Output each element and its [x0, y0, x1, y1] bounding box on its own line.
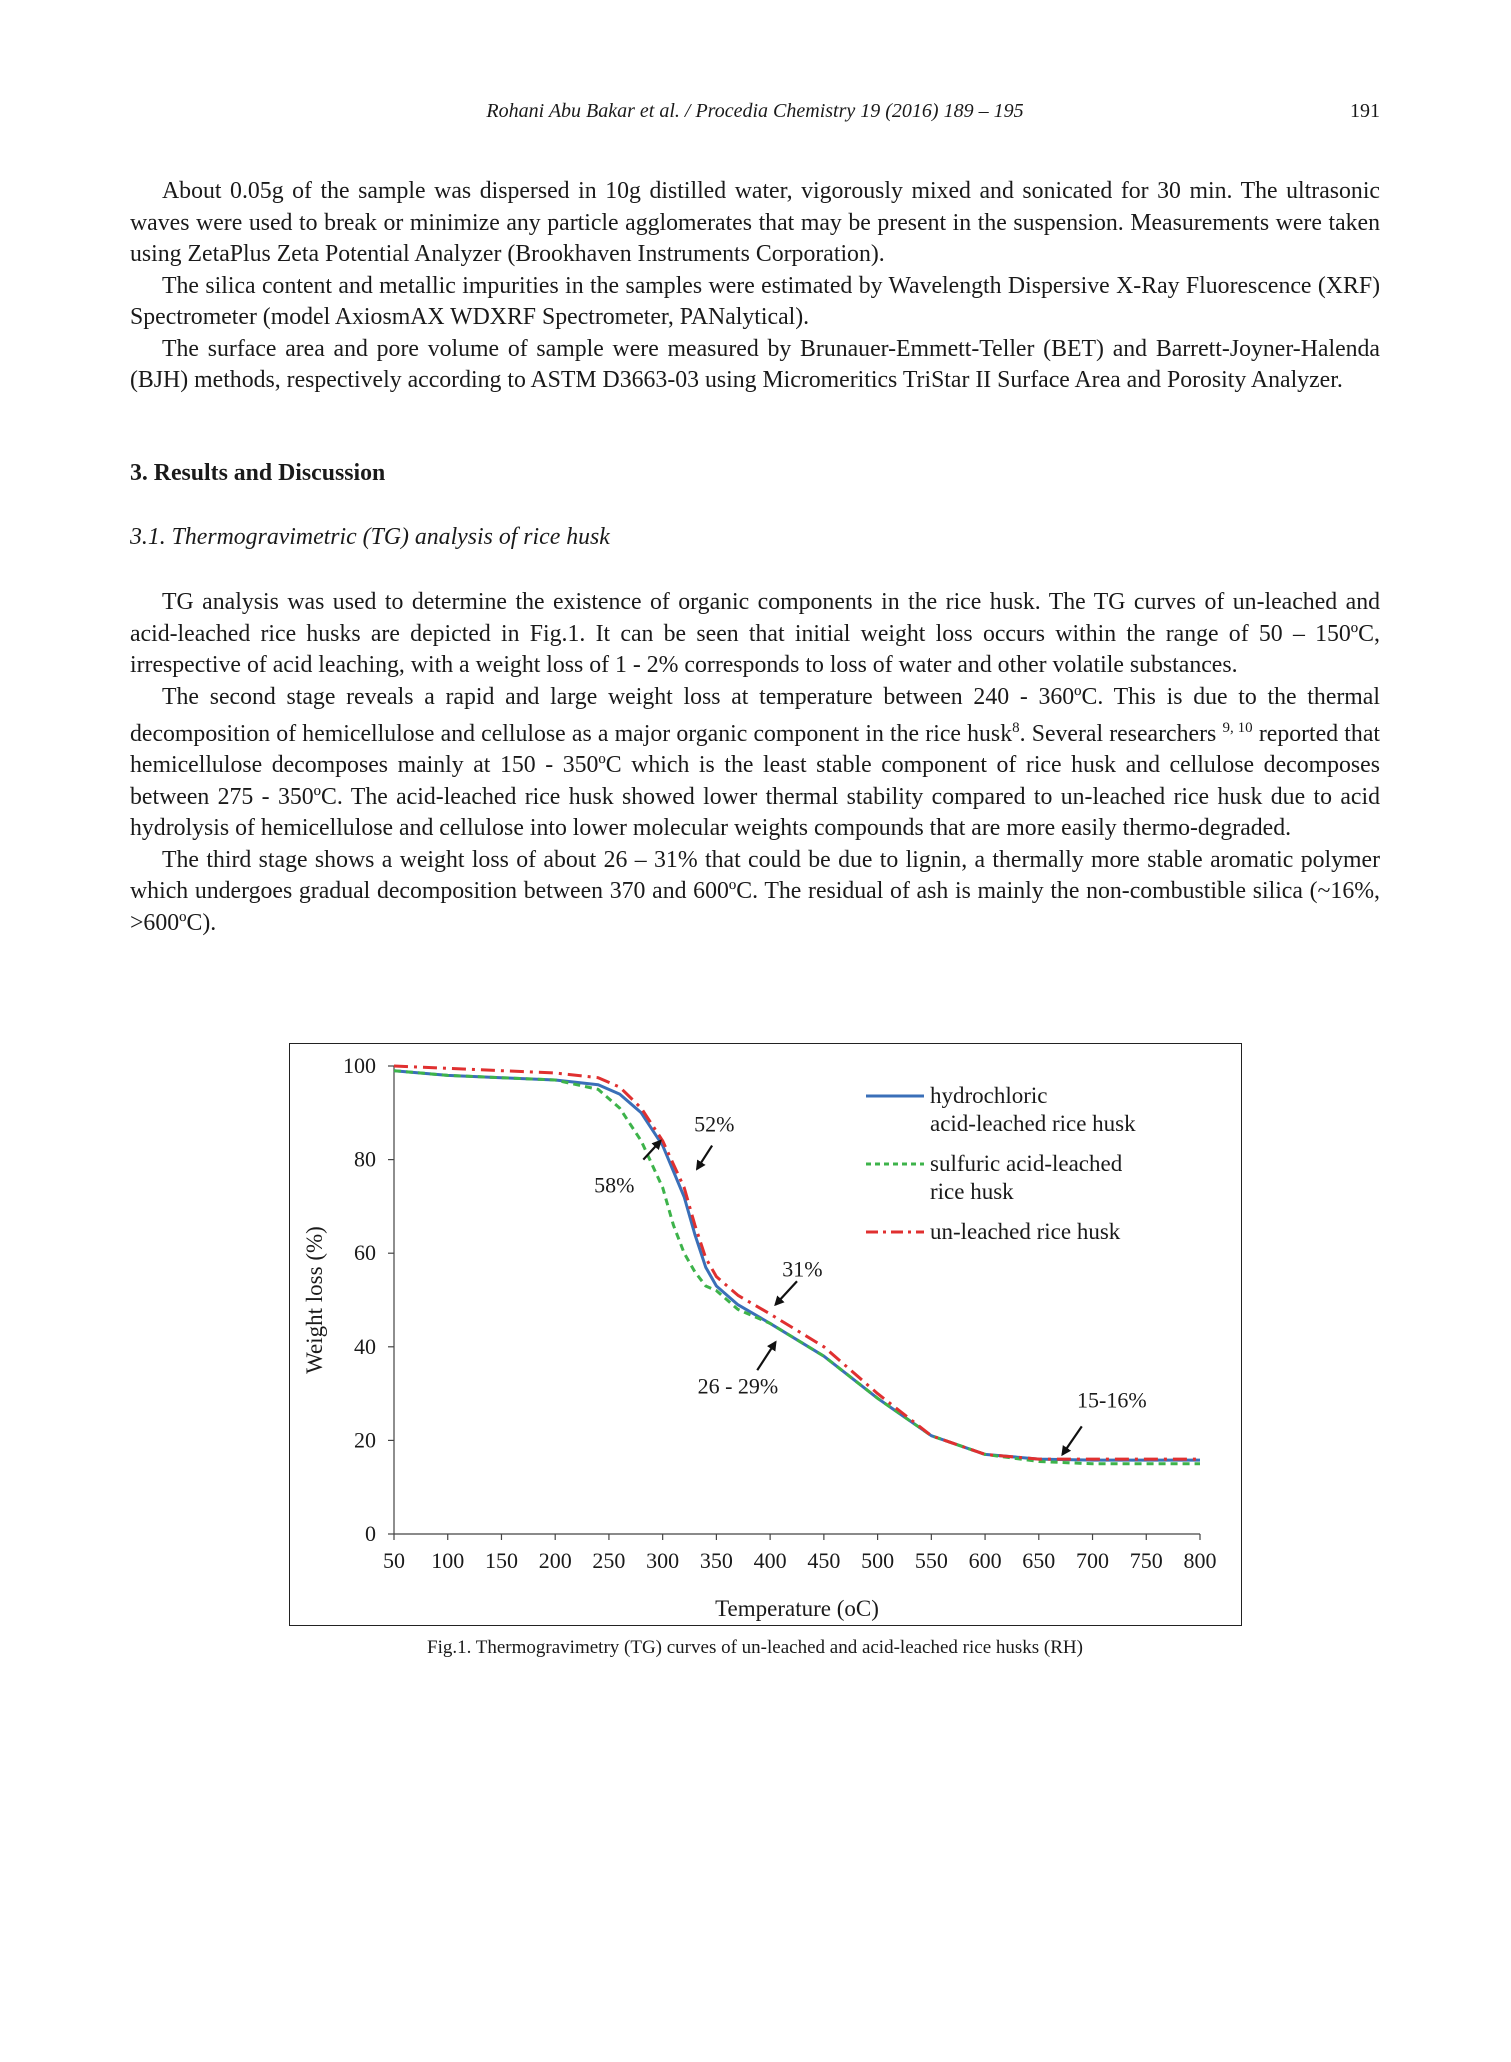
annotation-arrow-3	[757, 1342, 775, 1370]
citation-9-10: 9, 10	[1222, 720, 1253, 736]
x-tick-label: 50	[383, 1548, 405, 1573]
y-tick-label: 100	[343, 1053, 376, 1078]
annotation-arrow-1	[697, 1146, 712, 1169]
y-tick-label: 20	[354, 1427, 376, 1453]
tg-figure	[289, 1043, 1242, 1626]
paragraph-xrf: The silica content and metallic impurities in the samples were estimated by Wavelength Dispersive X-Ray Fluorescence (XRF) Spectrometer (model AxiosmAX WDXRF Spectrometer, PANalytical).	[130, 272, 1380, 330]
y-tick-label: 60	[354, 1240, 376, 1266]
x-tick-label: 150	[484, 1548, 518, 1573]
annotation-arrow-0	[643, 1141, 660, 1160]
section-heading: 3. Results and Discussion	[130, 460, 386, 486]
paragraph-bet: The surface area and pore volume of sample were measured by Brunauer-Emmett-Teller (BET) and Barrett-Joyner-Halenda (BJH) methods, respectively according to ASTM D3663-03 using Micromeritics TriStar II Surface Area and Porosity Analyzer.	[130, 335, 1380, 393]
axes	[302, 1053, 1217, 1621]
tg2-text-c: reported that hemicellulose decomposes mainly at 150 - 350ºC which is the least stable component of rice husk and cellulose decomposes between 275 - 350ºC. The acid-leached rice husk showed lower thermal stability compared to un-leached rice husk due to acid hydrolysis of hemicellulose and cellulose into lower molecular weights compounds that are more easily thermo-degraded.	[130, 720, 1380, 842]
running-head	[130, 100, 1380, 130]
annotation-label-1: 52%	[694, 1111, 735, 1137]
x-tick-label: 450	[807, 1548, 841, 1573]
x-tick-label: 400	[753, 1548, 787, 1573]
x-tick-label: 200	[538, 1548, 572, 1573]
x-tick-label: 550	[914, 1548, 948, 1573]
running-title: Rohani Abu Bakar et al. / Procedia Chemistry 19 (2016) 189 – 195	[486, 100, 1024, 122]
annotation-label-4: 15-16%	[1077, 1387, 1147, 1413]
x-tick-label: 600	[968, 1548, 1002, 1573]
annotation-arrow-4	[1062, 1426, 1081, 1454]
results-text	[130, 587, 1380, 939]
x-tick-label: 500	[861, 1548, 895, 1573]
y-tick-label: 80	[354, 1146, 376, 1172]
x-tick-label: 800	[1183, 1548, 1217, 1573]
x-tick-label: 350	[699, 1548, 733, 1573]
x-axis-label: Temperature (oC)	[715, 1596, 879, 1621]
annotation-label-3: 26 - 29%	[697, 1373, 779, 1399]
tg2-text-a: The second stage reveals a rapid and large weight loss at temperature between 240 - 360ºC. This is due to the thermal decomposition of hemicellulose and cellulose as a major organic component in the rice husk	[130, 683, 1380, 747]
x-tick-label: 100	[431, 1548, 465, 1573]
paragraph-tg-third-stage: The third stage shows a weight loss of about 26 – 31% that could be due to lignin, a thermally more stable aromatic polymer which undergoes gradual decomposition between 370 and 600ºC. The residual of ash is mainly the non-combustible silica (~16%, >600ºC).	[130, 846, 1380, 936]
page-number: 191	[1350, 100, 1380, 122]
x-tick-label: 750	[1129, 1548, 1163, 1573]
legend-label-0: hydrochloric acid-leached rice husk	[930, 1083, 1136, 1136]
tg2-text-b: . Several researchers	[1019, 720, 1223, 747]
subsection-heading: 3.1. Thermogravimetric (TG) analysis of rice husk	[130, 524, 610, 550]
x-tick-label: 250	[592, 1548, 626, 1573]
x-tick-label: 300	[646, 1548, 680, 1573]
paragraph-zeta: About 0.05g of the sample was dispersed in 10g distilled water, vigorously mixed and sonicated for 30 min. The ultrasonic waves were used to break or minimize any particle agglomerates that may be present in the suspension. Measurements were taken using ZetaPlus Zeta Potential Analyzer (Brookhaven Instruments Corporation).	[130, 178, 1380, 267]
methods-text	[130, 176, 1380, 397]
legend-label-1: sulfuric acid-leached rice husk	[930, 1151, 1123, 1204]
x-tick-label: 650	[1022, 1548, 1056, 1573]
legend-label-2: un-leached rice husk	[930, 1219, 1121, 1244]
x-tick-label: 700	[1076, 1548, 1110, 1573]
paragraph-tg-second-stage	[130, 682, 1380, 845]
y-tick-label: 40	[354, 1333, 376, 1359]
figure-caption: Fig.1. Thermogravimetry (TG) curves of un-leached and acid-leached rice husks (RH)	[427, 1637, 1083, 1658]
legend	[866, 1083, 1136, 1244]
y-axis-label: Weight loss (%)	[302, 1226, 327, 1374]
citation-8: 8	[1012, 720, 1020, 736]
paragraph-tg-first-stage: TG analysis was used to determine the existence of organic components in the rice husk. The TG curves of un-leached and acid-leached rice husks are depicted in Fig.1. It can be seen that initial weight loss occurs within the range of 50 – 150ºC, irrespective of acid leaching, with a weight loss of 1 - 2% corresponds to loss of water and other volatile substances.	[130, 589, 1380, 678]
tg-chart	[290, 1044, 1243, 1627]
annotation-label-0: 58%	[594, 1172, 635, 1198]
annotation-arrow-2	[776, 1281, 797, 1304]
y-tick-label: 0	[365, 1521, 376, 1546]
annotation-label-2: 31%	[782, 1256, 823, 1282]
